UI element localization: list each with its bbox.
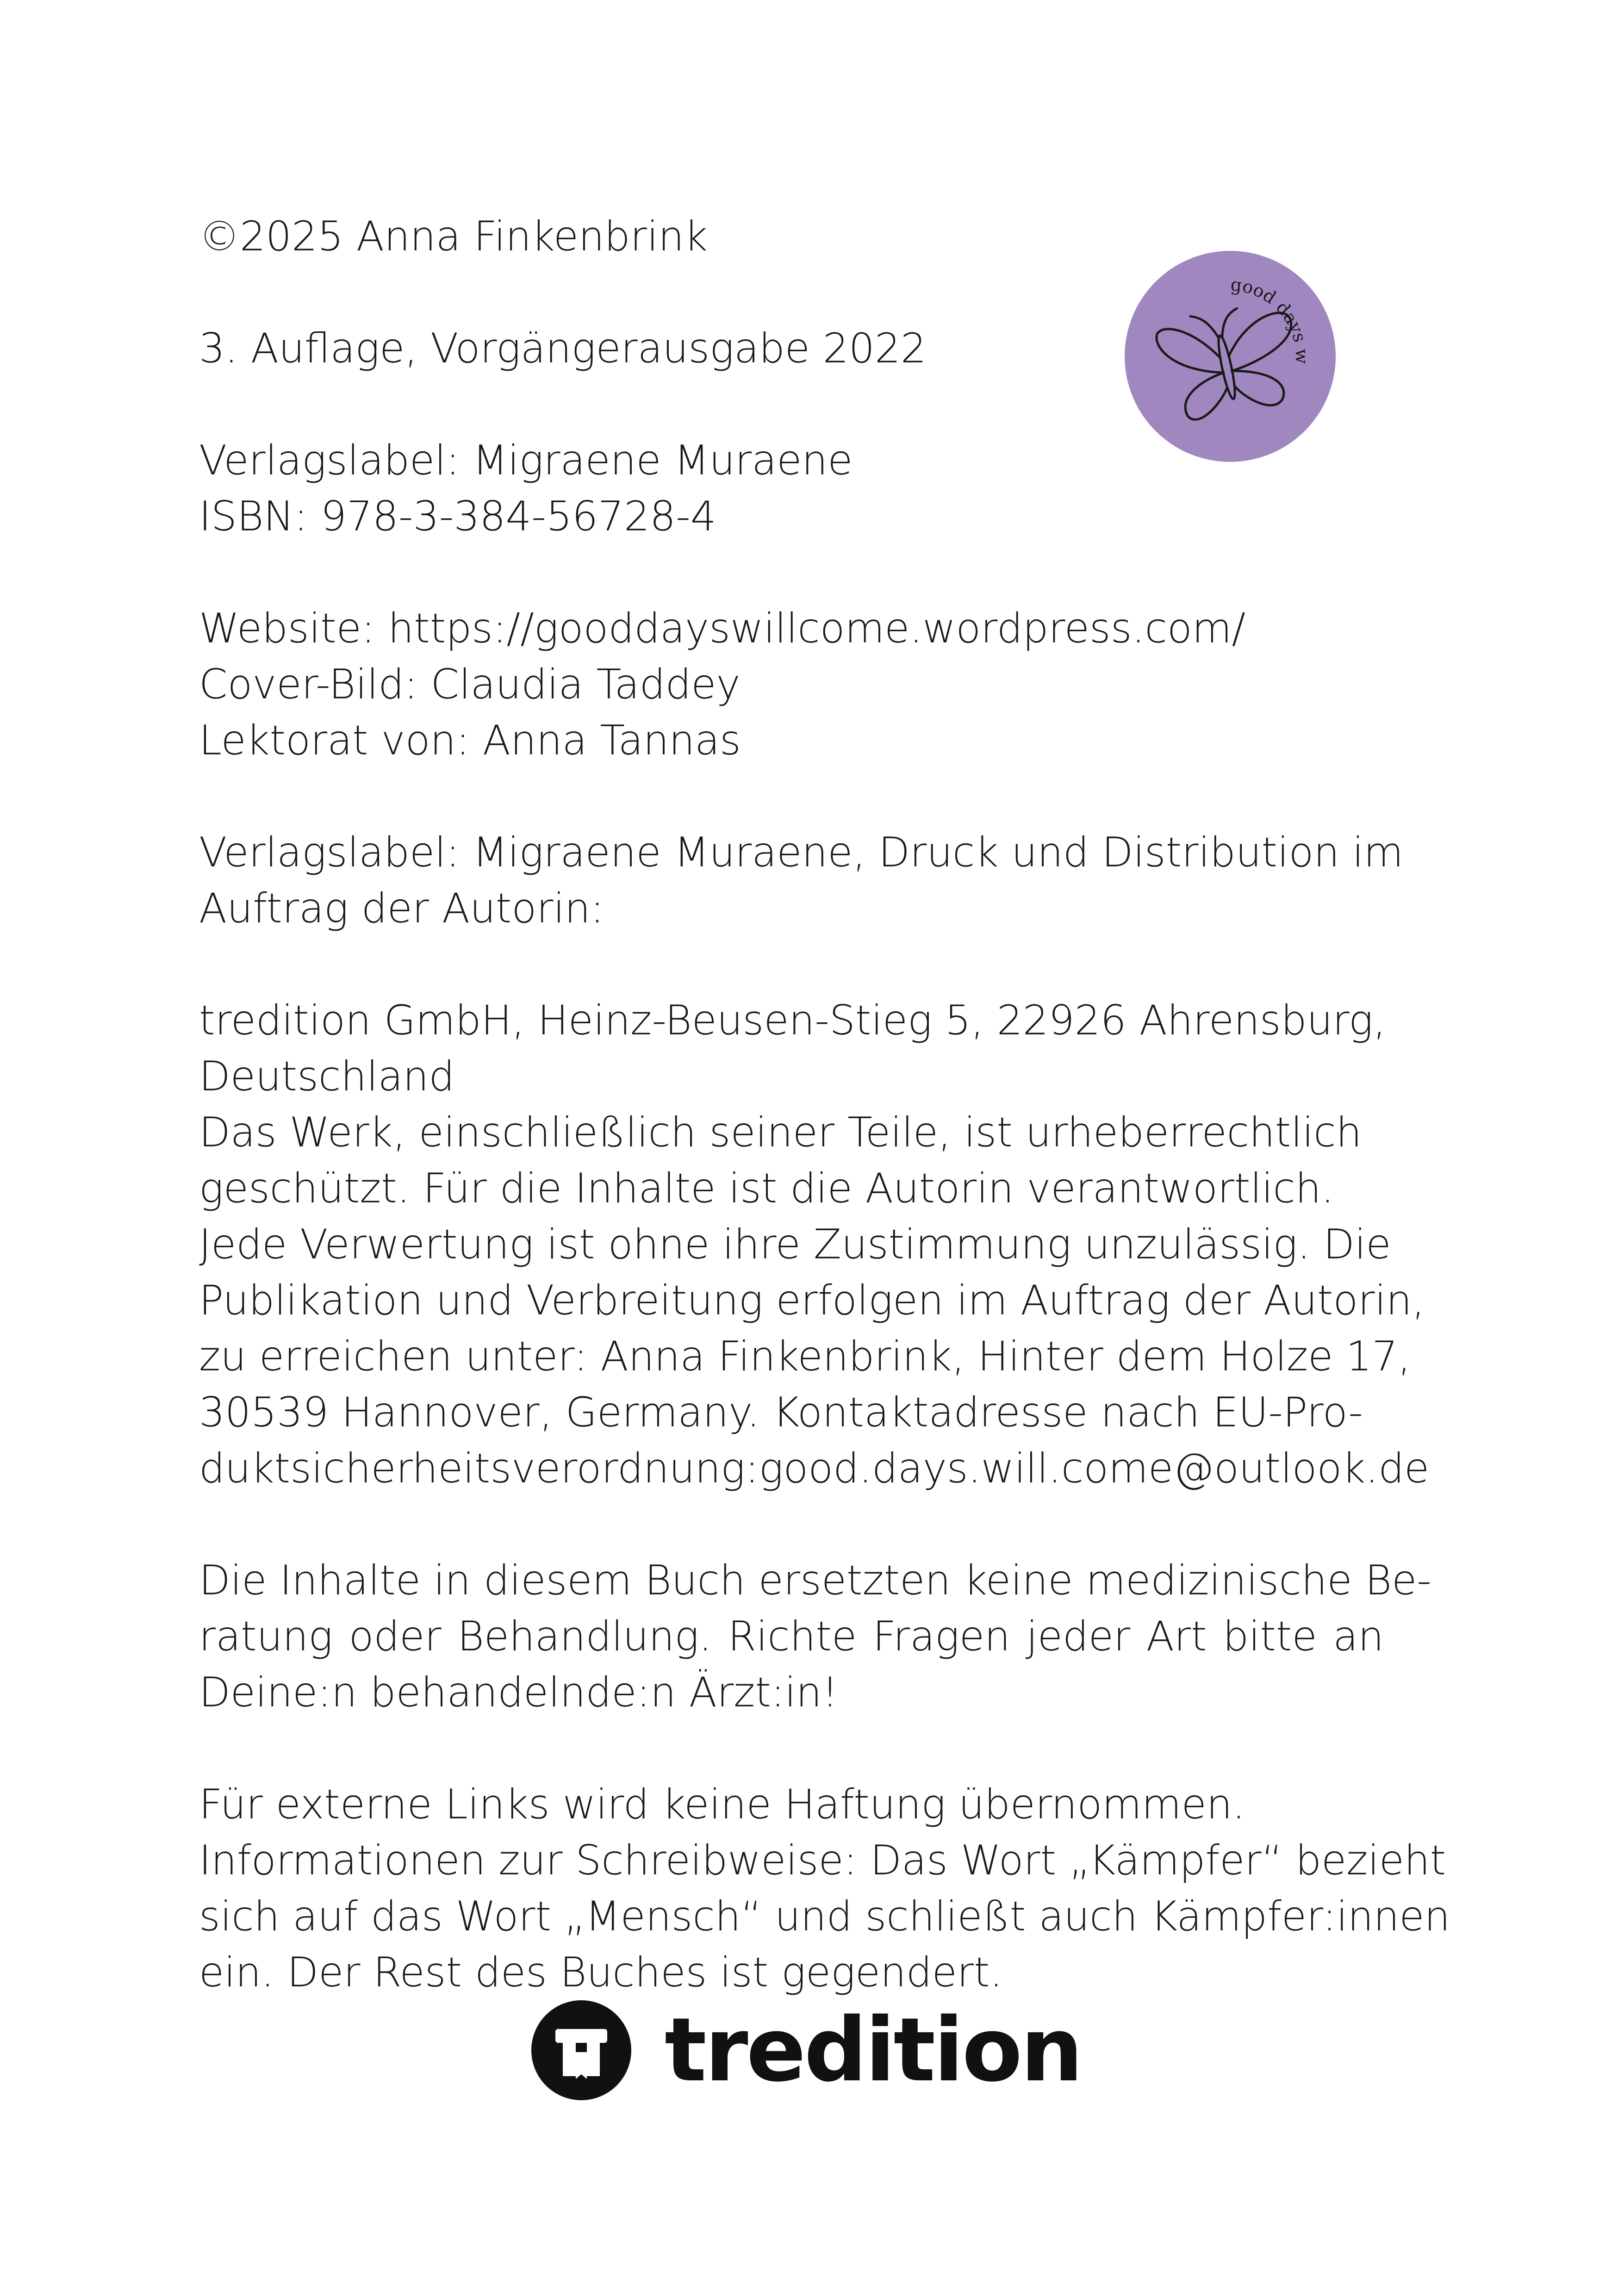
label-line: Verlagslabel: Migraene Muraene	[199, 436, 853, 484]
imprint-text	[199, 208, 1450, 2000]
writing-line: ein. Der Rest des Buches ist gegendert.	[199, 1948, 1003, 1996]
writing-line: Informationen zur Schreibweise: Das Wort „Kämpfer“ bezieht	[199, 1836, 1446, 1884]
medical-line: ratung oder Behandlung. Richte Fragen jeder Art bitte an	[199, 1612, 1384, 1660]
tredition-logo	[531, 1995, 1081, 2106]
spacer	[199, 1496, 1384, 1552]
rights-line: Publikation und Verbreitung erfolgen im Auftrag der Autorin,	[199, 1276, 1425, 1324]
isbn-line: ISBN: 978-3-384-56728-4	[199, 492, 716, 540]
tredition-wordmark: tredition	[665, 1999, 1082, 2101]
spacer	[199, 544, 1384, 600]
cover-line: Cover-Bild: Claudia Taddey	[199, 660, 741, 708]
medical-line: Die Inhalte in diesem Buch ersetzten keine medizinische Be-	[199, 1556, 1432, 1604]
rights-line: 30539 Hannover, Germany. Kontaktadresse nach EU-Pro-	[199, 1388, 1363, 1436]
spacer	[199, 1720, 1384, 1776]
edition-line: 3. Auflage, Vorgängerausgabe 2022	[199, 324, 927, 372]
distribution-line: Auftrag der Autorin:	[199, 884, 604, 932]
butterfly-icon	[1124, 250, 1337, 463]
tredition-logo-icon	[531, 2000, 631, 2100]
rights-line: geschützt. Für die Inhalte ist die Autorin verantwortlich.	[199, 1164, 1334, 1212]
copyright-line: ©2025 Anna Finkenbrink	[199, 212, 708, 260]
good-days-badge	[1124, 250, 1337, 463]
links-line: Für externe Links wird keine Haftung übernommen.	[199, 1780, 1245, 1828]
badge-text: good days will	[1230, 274, 1313, 364]
spacer	[199, 936, 1384, 992]
publisher-line: Deutschland	[199, 1052, 455, 1100]
rights-line: Jede Verwertung ist ohne ihre Zustimmung unzulässig. Die	[199, 1220, 1391, 1268]
rights-line: duktsicherheitsverordnung:good.days.will.come@outlook.de	[199, 1444, 1430, 1492]
spacer	[199, 768, 1384, 824]
distribution-line: Verlagslabel: Migraene Muraene, Druck und Distribution im	[199, 828, 1404, 876]
editor-line: Lektorat von: Anna Tannas	[199, 716, 741, 764]
publisher-line: tredition GmbH, Heinz-Beusen-Stieg 5, 22926 Ahrensburg,	[199, 996, 1386, 1044]
writing-line: sich auf das Wort „Mensch“ und schließt auch Kämpfer:innen	[199, 1892, 1450, 1940]
rights-line: zu erreichen unter: Anna Finkenbrink, Hinter dem Holze 17,	[199, 1332, 1411, 1380]
medical-line: Deine:n behandelnde:n Ärzt:in!	[199, 1668, 838, 1716]
rights-line: Das Werk, einschließlich seiner Teile, ist urheberrechtlich	[199, 1108, 1362, 1156]
website-line: Website: https://gooddayswillcome.wordpress.com/	[199, 604, 1246, 652]
